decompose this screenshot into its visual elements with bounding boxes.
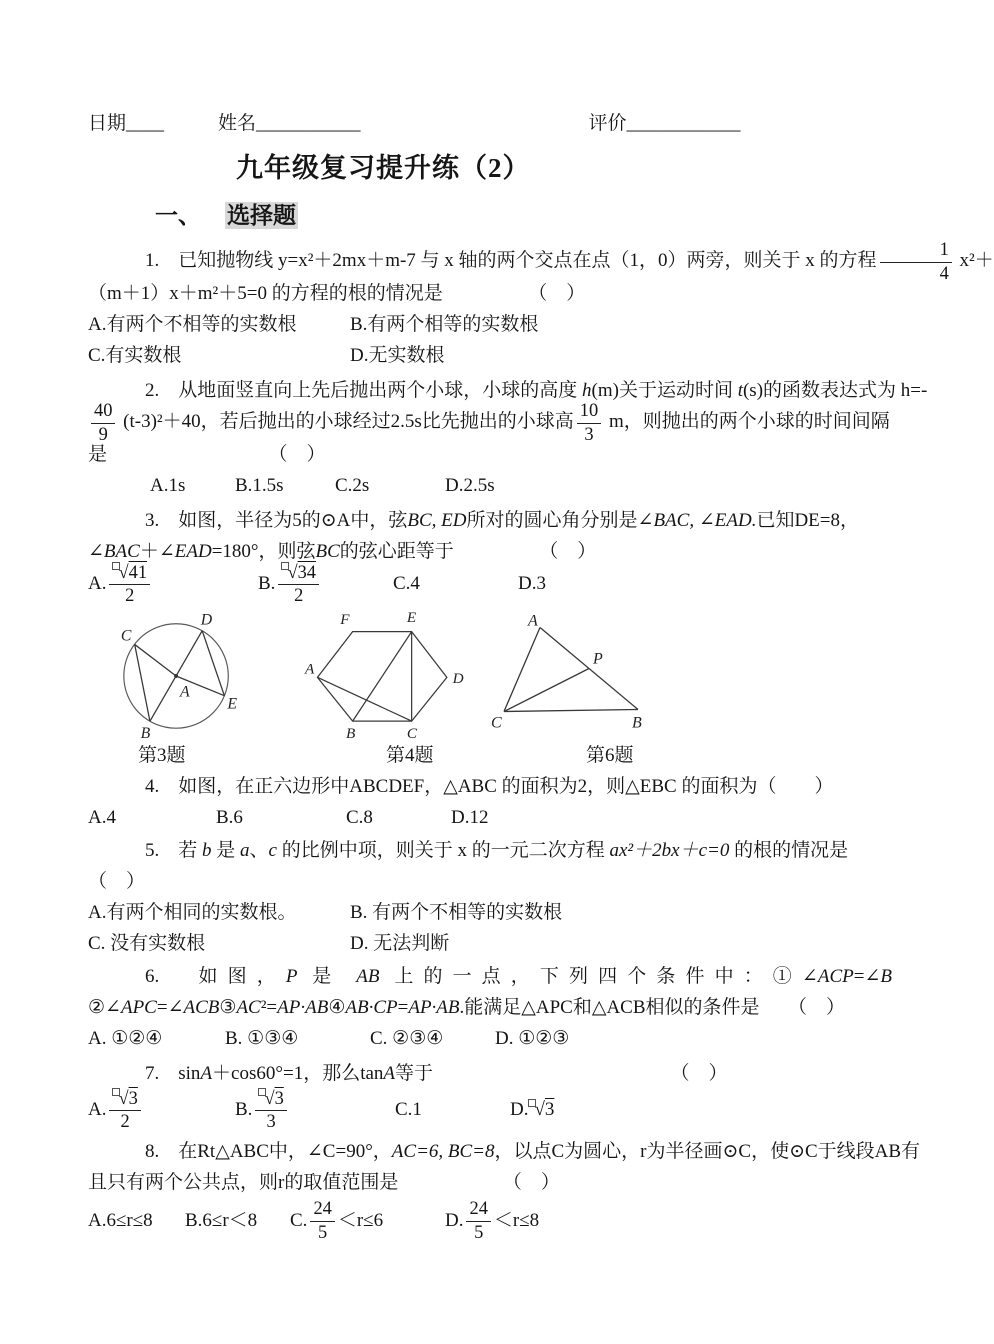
q8-line-2: 且只有两个公共点，则r的取值范围是 （ ） bbox=[88, 1172, 560, 1194]
vertex-label-f: F bbox=[340, 610, 350, 628]
q8-option-c: C. $\frac{24}{5}$ ＜r≤6 bbox=[290, 1198, 384, 1242]
radical-index-box bbox=[258, 1088, 266, 1096]
header-row bbox=[88, 108, 892, 139]
q2-option-d: D.2.5s bbox=[445, 475, 495, 496]
q6-line-2: ②∠APC=∠ACB③AC²=AP·AB④AB·CP=AP·AB.能满足△APC和△ACB相似的条件是 （ ） bbox=[88, 996, 846, 1018]
fraction: $\frac{1}{4}$ bbox=[880, 240, 952, 283]
q4-option-c: C.8 bbox=[346, 806, 373, 828]
vertex-label-d: D bbox=[452, 669, 464, 687]
q5-line-2: （ ） bbox=[88, 870, 146, 892]
q2-line-3: 是 （ ） bbox=[88, 444, 326, 465]
section-heading bbox=[155, 199, 892, 233]
caption-q6: 第6题 bbox=[586, 744, 634, 766]
vertex-label-b: B bbox=[140, 724, 151, 742]
sqrt-expression: √3 bbox=[112, 1088, 137, 1108]
fraction: $\frac{√41}{2}$ bbox=[109, 562, 150, 606]
figure-captions bbox=[88, 743, 892, 769]
q5-line-1: 5. 若 b 是 a、c 的比例中项，则关于 x 的一元二次方程 ax²＋2bx＋c=0 的根的情况是 bbox=[145, 839, 849, 861]
sqrt-expression: √3 bbox=[528, 1094, 554, 1125]
q6-option-c: C. ②③④ bbox=[370, 1027, 444, 1049]
q6-option-d: D. ①②③ bbox=[495, 1027, 570, 1049]
name-field: 姓名___________ bbox=[218, 113, 361, 134]
q8-options bbox=[88, 1198, 892, 1242]
radical-index-box bbox=[112, 1088, 120, 1096]
vertex-label-e: E bbox=[227, 695, 237, 713]
q2-line-2: $\frac{40}{9}$ (t-3)²＋40，若后抛出的小球经过2.5s比先抛出的小球高 $\frac{10}{3}$ m，则抛出的两个小球的时间间隔 bbox=[88, 406, 892, 439]
radical-index-box bbox=[281, 562, 289, 570]
vertex-label-c: C bbox=[120, 627, 132, 645]
caption-q3: 第3题 bbox=[138, 744, 186, 766]
q8-option-b: B.6≤r＜8 bbox=[185, 1210, 258, 1232]
q3-line-1: 3. 如图，半径为5的⊙A中，弦BC, ED所对的圆心角分别是∠BAC, ∠EAD.已知DE=8， bbox=[145, 510, 859, 531]
fraction: $\frac{24}{5}$ bbox=[466, 1199, 490, 1242]
q5-option-c: C. 没有实数根 bbox=[88, 932, 206, 954]
section-label: 选择题 bbox=[227, 203, 296, 228]
figure-circle-q3 bbox=[98, 605, 263, 743]
q3-options bbox=[88, 562, 892, 606]
sqrt-expression: √34 bbox=[281, 562, 316, 582]
fraction: $\frac{40}{9}$ bbox=[91, 401, 115, 444]
page-title: 九年级复习提升练（2） bbox=[236, 153, 531, 183]
fraction: $\frac{24}{5}$ bbox=[310, 1199, 334, 1242]
q1-option-d: D.无实数根 bbox=[350, 345, 445, 366]
figures-row bbox=[88, 605, 892, 743]
q4-line-1: 4. 如图，在正六边形中ABCDEF，△ABC 的面积为2，则△EBC 的面积为（ ） bbox=[145, 775, 834, 797]
q1-options-row-1 bbox=[88, 309, 892, 340]
vertex-label-b: B bbox=[345, 724, 356, 742]
vertex-label-c: C bbox=[406, 724, 418, 742]
vertex-label-a: A bbox=[528, 612, 538, 630]
q2-line-1: 2. 从地面竖直向上先后抛出两个小球，小球的高度 h(m)关于运动时间 t(s)的函数表达式为 h=- bbox=[145, 380, 928, 401]
q6-option-a: A. ①②④ bbox=[88, 1027, 163, 1049]
q5-option-a: A.有两个相同的实数根。 bbox=[88, 901, 297, 923]
q3-option-c: C.4 bbox=[393, 573, 420, 595]
q4-options bbox=[88, 802, 892, 833]
q2-option-c: C.2s bbox=[335, 475, 370, 496]
fraction: $\frac{10}{3}$ bbox=[577, 401, 601, 444]
fraction: $\frac{√3}{3}$ bbox=[255, 1088, 286, 1132]
q7-line-1: 7. sinA＋cos60°=1，那么tanA等于 （ ） bbox=[145, 1062, 728, 1084]
vertex-label-c: C bbox=[491, 714, 502, 732]
q8-line-1: 8. 在Rt△ABC中，∠C=90°，AC=6, BC=8，以点C为圆心，r为半径画⊙C，使⊙C于线段AB有 bbox=[145, 1141, 921, 1163]
q4-option-d: D.12 bbox=[451, 806, 489, 828]
q5-option-d: D. 无法判断 bbox=[350, 932, 450, 954]
q1-options-row-2 bbox=[88, 340, 892, 371]
q3-line-2: ∠BAC＋∠EAD=180°，则弦BC的弦心距等于 （ ） bbox=[88, 541, 597, 562]
q7-option-b: B. $\frac{√3}{3}$ bbox=[235, 1093, 395, 1127]
fraction: $\frac{√34}{2}$ bbox=[278, 562, 319, 606]
q3-option-a: A. $\frac{√41}{2}$ bbox=[88, 567, 258, 601]
q3-option-b: B. $\frac{√34}{2}$ bbox=[258, 567, 393, 601]
q1-option-a: A.有两个不相等的实数根 bbox=[88, 314, 297, 335]
q2-option-a: A.1s bbox=[150, 475, 186, 496]
q6-line-1: 6. 如图，P 是 AB 上的一点，下列四个条件中：①∠ACP=∠B bbox=[145, 965, 892, 987]
radical-index-box bbox=[112, 562, 120, 570]
date-field: 日期____ bbox=[88, 113, 165, 134]
q1-option-c: C.有实数根 bbox=[88, 345, 182, 366]
q7-option-c: C.1 bbox=[395, 1099, 422, 1121]
vertex-label-b: B bbox=[632, 714, 642, 732]
q7-option-a: A. $\frac{√3}{2}$ bbox=[88, 1093, 235, 1127]
figure-triangle-q6 bbox=[488, 605, 658, 743]
q6-options bbox=[88, 1023, 892, 1054]
q8-option-a: A.6≤r≤8 bbox=[88, 1210, 153, 1232]
vertex-label-a: A bbox=[180, 683, 190, 701]
q1-line-1: 1. 已知抛物线 y=x²＋2mx＋m-7 与 x 轴的两个交点在点（1，0）两旁，则关于 x 的方程 $\frac{1}{4}$ x²＋ bbox=[145, 239, 994, 283]
q3-option-d: D.3 bbox=[518, 573, 546, 595]
q5-options-row-1 bbox=[88, 897, 892, 928]
fraction: $\frac{√3}{2}$ bbox=[109, 1088, 140, 1132]
vertex-label-p: P bbox=[593, 650, 603, 668]
q4-option-b: B.6 bbox=[216, 806, 243, 828]
vertex-label-a: A bbox=[305, 660, 315, 678]
radical-index-box bbox=[528, 1099, 536, 1107]
q7-options bbox=[88, 1087, 892, 1132]
caption-q4: 第4题 bbox=[386, 744, 434, 766]
q1-line-2: （m＋1）x＋m²＋5=0 的方程的根的情况是 （ ） bbox=[88, 283, 586, 304]
sqrt-expression: √3 bbox=[258, 1088, 283, 1108]
q5-option-b: B. 有两个不相等的实数根 bbox=[350, 901, 563, 923]
q8-option-d: D. $\frac{24}{5}$ ＜r≤8 bbox=[445, 1198, 540, 1242]
q1-option-b: B.有两个相等的实数根 bbox=[350, 314, 539, 335]
figure-hexagon-q4 bbox=[300, 605, 470, 743]
q6-option-b: B. ①③④ bbox=[225, 1027, 299, 1049]
q2-option-b: B.1.5s bbox=[235, 475, 284, 496]
q4-option-a: A.4 bbox=[88, 806, 116, 828]
sqrt-expression: √41 bbox=[112, 562, 147, 582]
q2-options bbox=[88, 470, 892, 501]
q7-option-d: D. √3 bbox=[510, 1094, 554, 1125]
eval-field: 评价____________ bbox=[588, 113, 741, 134]
q5-options-row-2 bbox=[88, 928, 892, 959]
vertex-label-d: D bbox=[200, 611, 213, 629]
section-numeral: 一、 bbox=[155, 203, 201, 228]
vertex-label-e: E bbox=[406, 608, 417, 626]
